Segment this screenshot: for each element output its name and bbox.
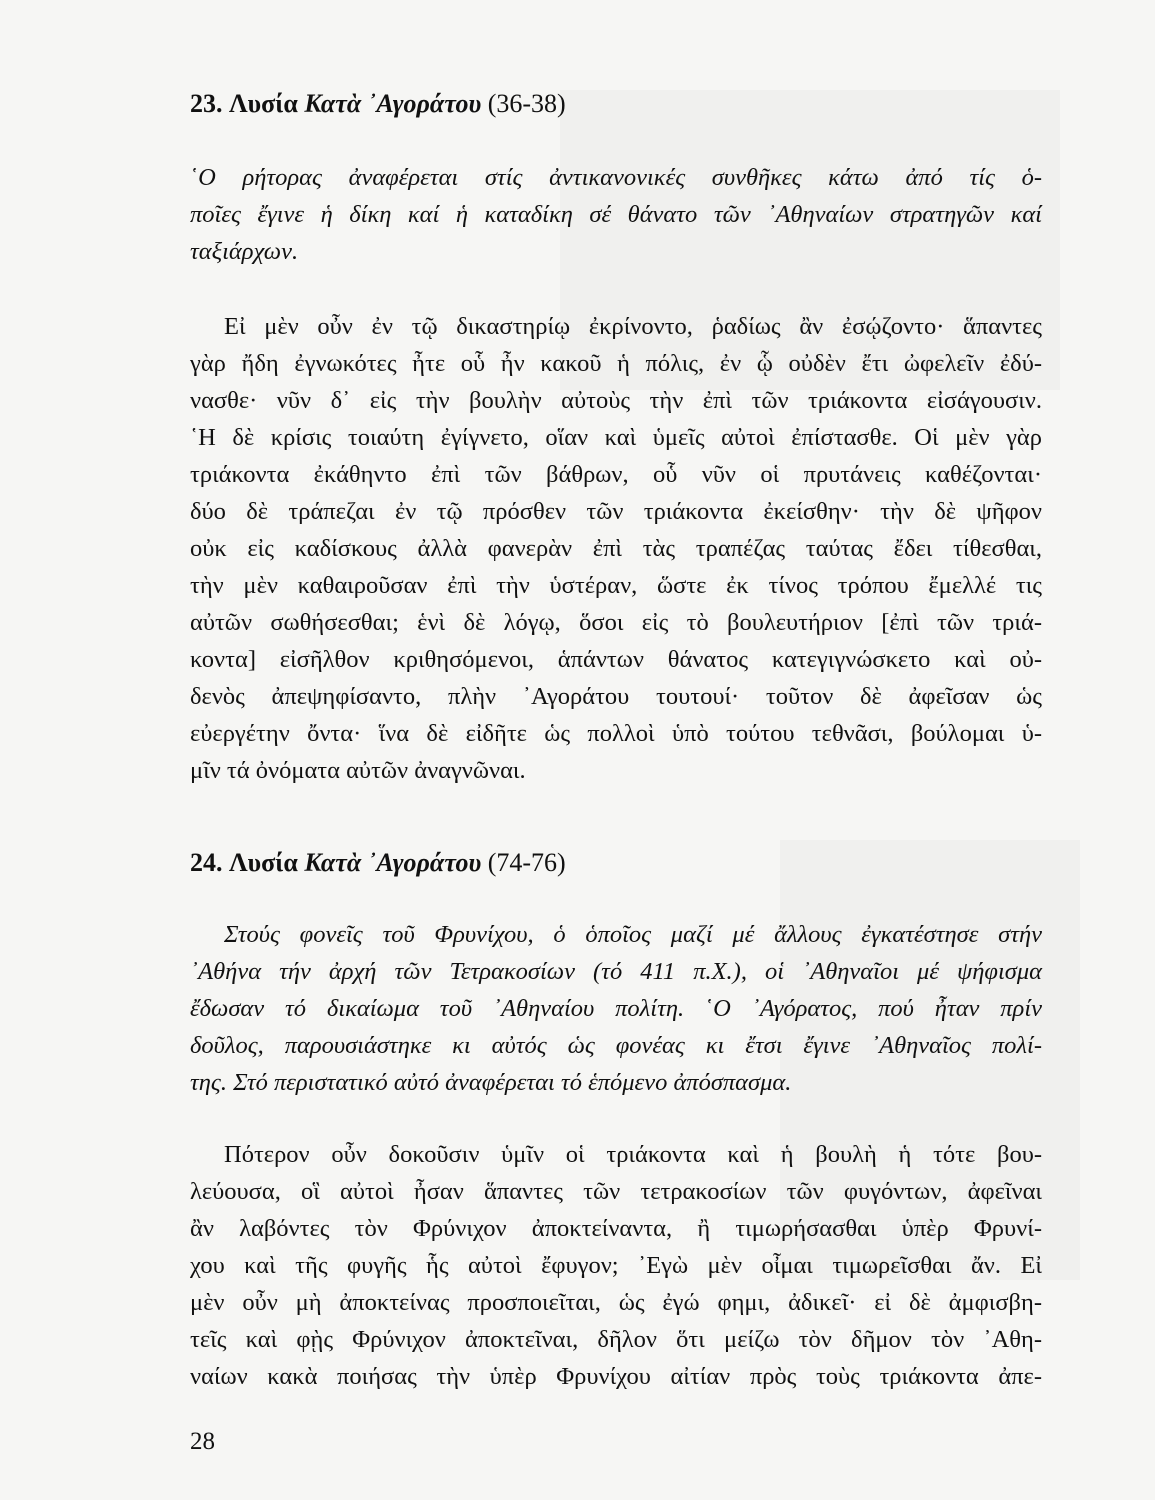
summary-paragraph (190, 159, 1042, 270)
text-line: δενὸς ἀπεψηφίσαντο, πλὴν ᾿Αγοράτου τουτουί· τοῦτον δὲ ἀφεῖσαν ὡς (190, 683, 1042, 710)
text-line: τὴν μὲν καθαιροῦσαν ἐπὶ τὴν ὑστέραν, ὥστε ἐκ τίνος τρόπου ἔμελλέ τις (190, 572, 1042, 599)
text-line: οὐκ εἰς καδίσκους ἀλλὰ φανερὰν ἐπὶ τὰς τραπέζας ταύτας ἔδει τίθεσθαι, (190, 535, 1042, 562)
text-line: ναίων κακὰ ποιήσας τὴν ὑπὲρ Φρυνίχου αἰτίαν πρὸς τοὺς τριάκοντα ἀπε- (190, 1363, 1042, 1390)
summary-line: ᾿Αθήνα τήν ἀρχή τῶν Τετρακοσίων (τό 411 π.Χ.), οἱ ᾿Αθηναῖοι μέ ψήφισμα (190, 958, 1042, 985)
text-line: γὰρ ἤδη ἐγνωκότες ἦτε οὗ ἦν κακοῦ ἡ πόλις, ἐν ᾧ οὐδὲν ἔτι ὠφελεῖν ἐδύ- (190, 350, 1042, 377)
section-range: (36-38) (487, 89, 566, 118)
text-line: νασθε· νῦν δ᾿ εἰς τὴν βουλὴν αὐτοὺς τὴν ἐπὶ τῶν τριάκοντα εἰσάγουσιν. (190, 387, 1042, 414)
section-work: Κατὰ ᾿Αγοράτου (304, 89, 482, 118)
summary-line: ποῖες ἔγινε ἡ δίκη καί ἡ καταδίκη σέ θάνατο τῶν ᾿Αθηναίων στρατηγῶν καί (190, 201, 1042, 228)
text-line: λεύουσα, οἳ αὐτοὶ ἦσαν ἅπαντες τῶν τετρακοσίων τῶν φυγόντων, ἀφεῖναι (190, 1178, 1042, 1205)
text-line: ῾Η δὲ κρίσις τοιαύτη ἐγίγνετο, οἵαν καὶ ὑμεῖς αὐτοὶ ἐπίστασθε. Οἱ μὲν γὰρ (190, 424, 1042, 451)
greek-text-paragraph (190, 308, 1042, 789)
text-line: Εἰ μὲν οὖν ἐν τῷ δικαστηρίῳ ἐκρίνοντο, ῥαδίως ἂν ἐσῴζοντο· ἅπαντες (224, 313, 1042, 340)
text-line: ἂν λαβόντες τὸν Φρύνιχον ἀποκτείναντα, ἢ τιμωρήσασθαι ὑπὲρ Φρυνί- (190, 1215, 1042, 1242)
summary-line: ἔδωσαν τό δικαίωμα τοῦ ᾿Αθηναίου πολίτη. ῾Ο ᾿Αγόρατος, πού ἦταν πρίν (190, 995, 1042, 1022)
text-line: χου καὶ τῆς φυγῆς ἧς αὐτοὶ ἔφυγον; ᾿Εγὼ μὲν οἶμαι τιμωρεῖσθαι ἄν. Εἰ (190, 1252, 1042, 1279)
summary-line: ῾Ο ρήτορας ἀναφέρεται στίς ἀντικανονικές συνθῆκες κάτω ἀπό τίς ὁ- (190, 164, 1042, 191)
section-range: (74-76) (487, 848, 566, 877)
page-number: 28 (190, 1428, 215, 1455)
section-work: Κατὰ ᾿Αγοράτου (304, 848, 482, 877)
summary-line: Στούς φονεῖς τοῦ Φρυνίχου, ὁ ὁποῖος μαζί μέ ἄλλους ἐγκατέστησε στήν (224, 921, 1042, 948)
summary-line: δοῦλος, παρουσιάστηκε κι αὐτός ὡς φονέας κι ἔτσι ἔγινε ᾿Αθηναῖος πολί- (190, 1032, 1042, 1059)
summary-paragraph (190, 916, 1042, 1101)
text-line: μῖν τά ὀνόματα αὐτῶν ἀναγνῶναι. (190, 757, 526, 784)
section-heading (190, 844, 1042, 881)
section-number: 23. (190, 89, 223, 118)
text-line: κοντα] εἰσῆλθον κριθησόμενοι, ἁπάντων θάνατος κατεγιγνώσκετο καὶ οὐ- (190, 646, 1042, 673)
text-line: εὐεργέτην ὄντα· ἵνα δὲ εἰδῆτε ὡς πολλοὶ ὑπὸ τούτου τεθνᾶσι, βούλομαι ὑ- (190, 720, 1042, 747)
section-number: 24. (190, 848, 223, 877)
text-line: τριάκοντα ἐκάθηντο ἐπὶ τῶν βάθρων, οὗ νῦν οἱ πρυτάνεις καθέζονται· (190, 461, 1042, 488)
section-23 (190, 85, 1042, 122)
text-line: μὲν οὖν μὴ ἀποκτείνας προσποιεῖται, ὡς ἐγώ φημι, ἀδικεῖ· εἰ δὲ ἀμφισβη- (190, 1289, 1042, 1316)
summary-line: της. Στό περιστατικό αὐτό ἀναφέρεται τό ἑπόμενο ἀπόσπασμα. (190, 1069, 792, 1096)
text-line: τεῖς καὶ φῂς Φρύνιχον ἀποκτεῖναι, δῆλον ὅτι μείζω τὸν δῆμον τὸν ᾿Αθη- (190, 1326, 1042, 1353)
text-line: αὐτῶν σωθήσεσθαι; ἑνὶ δὲ λόγῳ, ὅσοι εἰς τὸ βουλευτήριον [ἐπὶ τῶν τριά- (190, 609, 1042, 636)
section-author: Λυσία (229, 848, 298, 877)
text-line: Πότερον οὖν δοκοῦσιν ὑμῖν οἱ τριάκοντα καὶ ἡ βουλὴ ἡ τότε βου- (224, 1141, 1042, 1168)
summary-line: ταξιάρχων. (190, 238, 299, 265)
section-author: Λυσία (229, 89, 298, 118)
section-heading (190, 85, 1042, 122)
greek-text-paragraph (190, 1136, 1042, 1395)
text-line: δύο δὲ τράπεζαι ἐν τῷ πρόσθεν τῶν τριάκοντα ἐκείσθην· τὴν δὲ ψῆφον (190, 498, 1042, 525)
section-24 (190, 844, 1042, 881)
